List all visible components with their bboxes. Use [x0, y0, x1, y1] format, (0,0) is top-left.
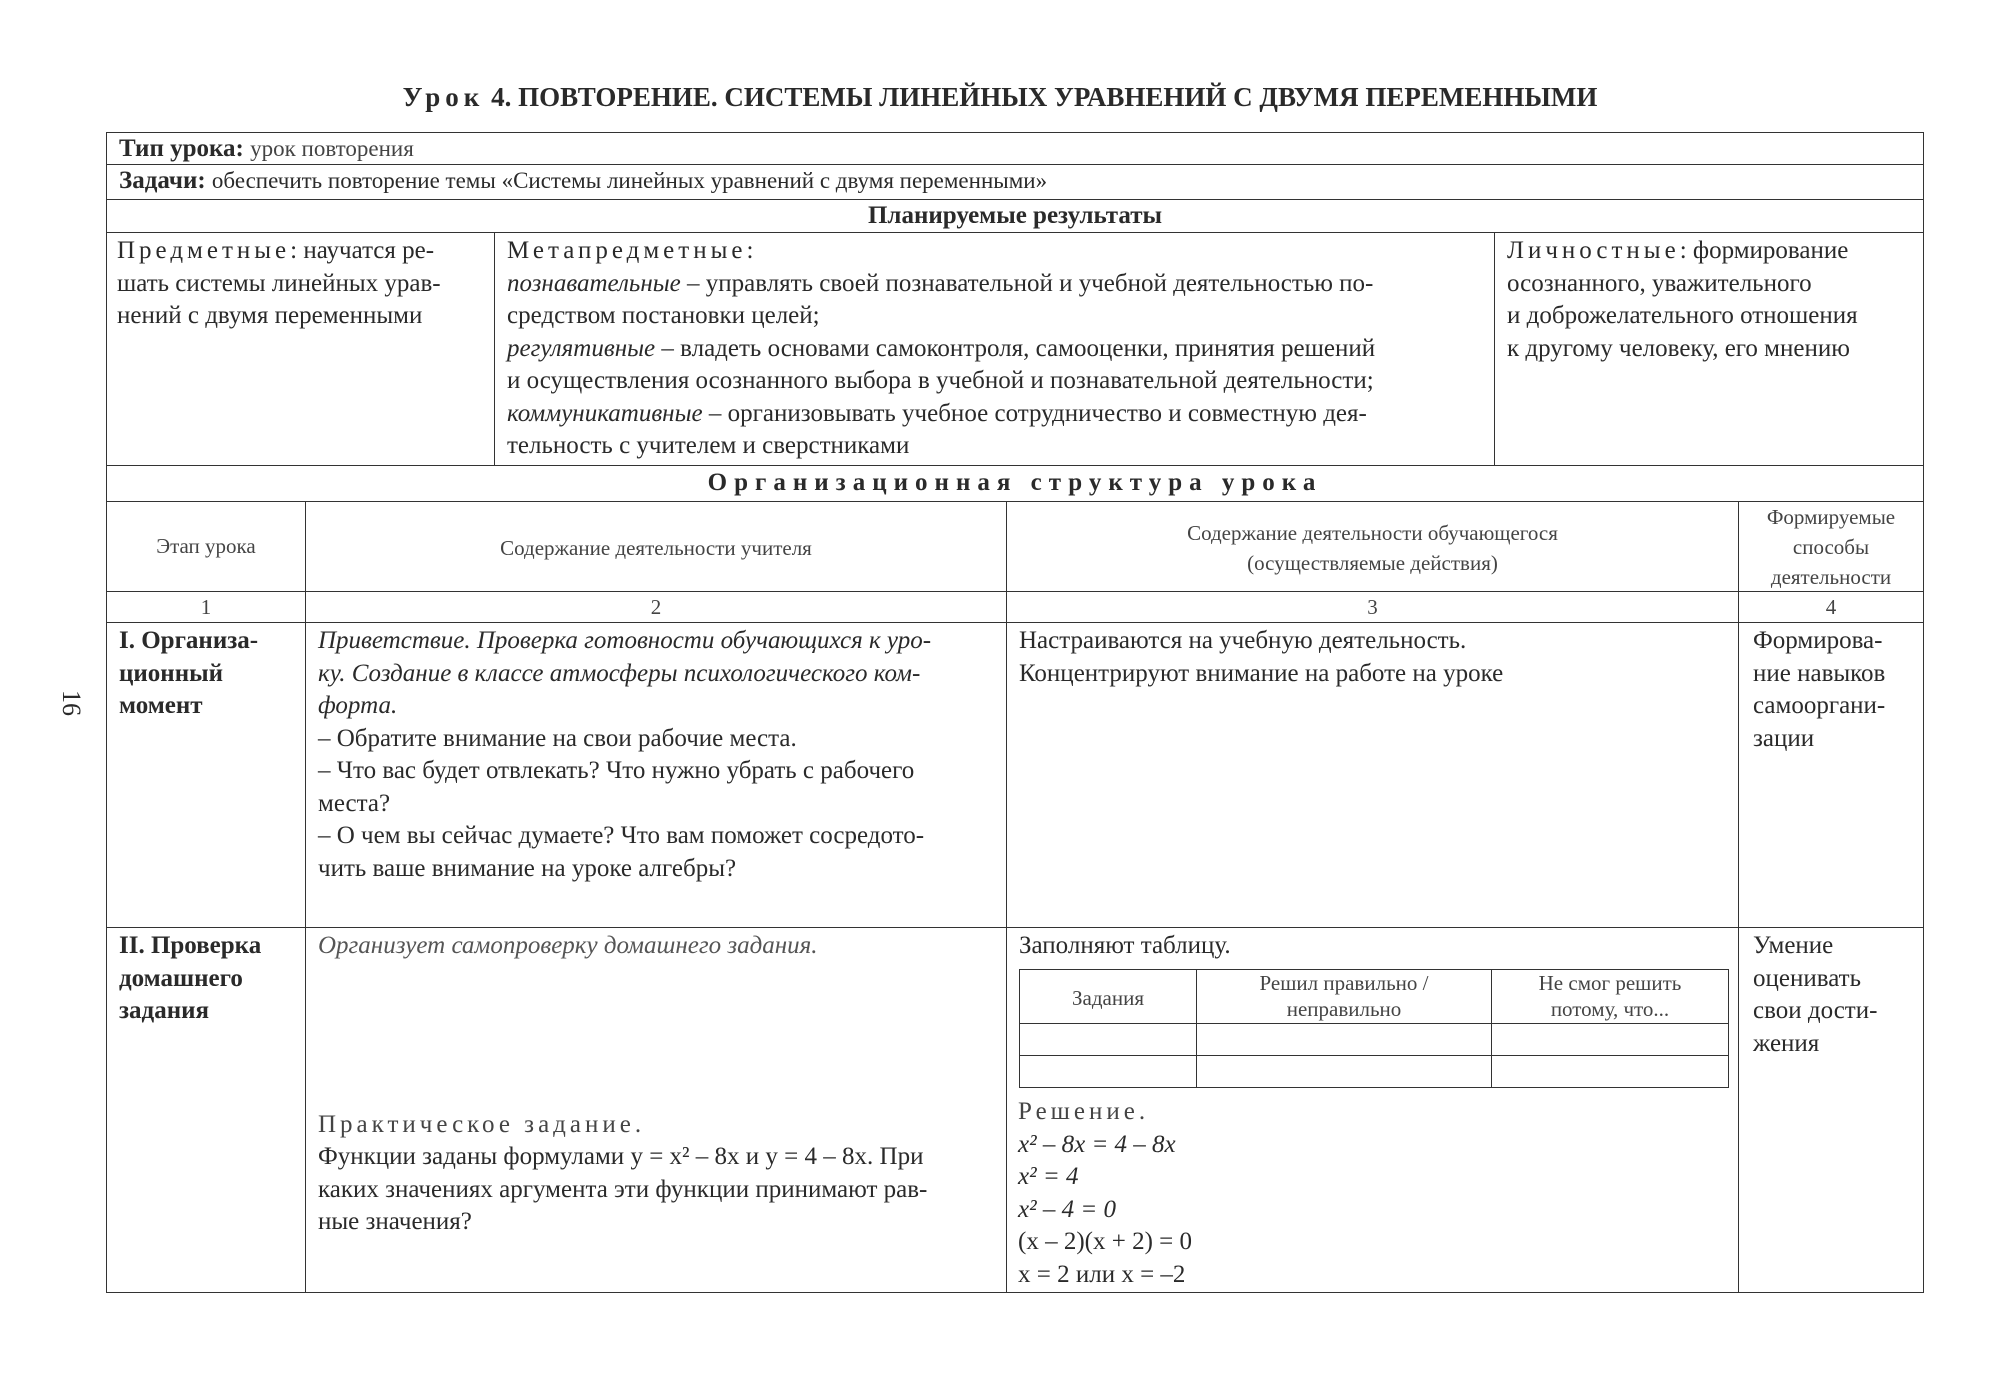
practice-label: Практическое задание.: [318, 1110, 646, 1138]
structure-heading: [106, 465, 1924, 502]
text-line: Организует самопроверку домашнего задания.: [318, 932, 818, 959]
text-line: жения: [1753, 1029, 1820, 1057]
text-line: – владеть основами самоконтроля, самооценки, принятия решений: [655, 334, 1376, 362]
text-line: Концентрируют внимание на работе на уроке: [1019, 659, 1504, 687]
subject-label: Предметные: [117, 237, 291, 264]
tasks-value: обеспечить повторение темы «Системы линейных уравнений с двумя переменными»: [211, 168, 1048, 193]
text-line: задания: [119, 997, 210, 1024]
inner-table-header: [1491, 969, 1729, 1024]
text-line: каких значениях аргумента эти функции принимают рав-: [318, 1175, 928, 1203]
text-line: места?: [318, 789, 391, 817]
header-text: неправильно: [1286, 997, 1402, 1021]
column-header-stage: [106, 501, 306, 592]
meta-label: Метапредметные:: [507, 237, 758, 264]
column-header-skills: [1738, 501, 1924, 592]
text-line: момент: [119, 692, 203, 719]
text-line: ционный: [119, 659, 224, 687]
text-line: самооргани-: [1753, 692, 1886, 719]
text-line: чить ваше внимание на уроке алгебры?: [318, 854, 737, 882]
personal-results: [1494, 232, 1924, 466]
text-line: – О чем вы сейчас думаете? Что вам поможет сосредото-: [318, 822, 925, 849]
stage-1-student: [1006, 622, 1739, 928]
text-line: осознанного, уважительного: [1507, 269, 1812, 297]
tasks-label: Задачи:: [119, 167, 206, 194]
title-prefix: Урок: [402, 82, 485, 112]
text-line: форта.: [318, 692, 398, 719]
text-line: : формирование: [1679, 237, 1849, 264]
solution: [1018, 1096, 1192, 1291]
stage-2-name: [106, 927, 306, 1293]
stage-2-teacher: [305, 927, 1007, 1293]
page-number: 16: [57, 690, 86, 716]
text-line: Приветствие. Проверка готовности обучающихся к уро-: [318, 627, 932, 654]
solution-line: x² – 4 = 0: [1018, 1195, 1116, 1223]
header-text: Содержание деятельности учителя: [500, 536, 812, 560]
lesson-type-row: [106, 132, 1924, 165]
lesson-type-label: Тип урока:: [119, 135, 244, 162]
column-header-student: [1006, 501, 1739, 592]
text-line: ние навыков: [1753, 659, 1886, 687]
header-text: Задания: [1072, 986, 1144, 1010]
header-text: способы: [1792, 535, 1870, 559]
text-line: и доброжелательного отношения: [1507, 302, 1858, 329]
header-text: деятельности: [1770, 565, 1892, 589]
text-line: – организовывать учебное сотрудничество и совместную дея-: [702, 399, 1367, 427]
text-line: Формирова-: [1753, 627, 1883, 654]
title-text: 4. ПОВТОРЕНИЕ. СИСТЕМЫ ЛИНЕЙНЫХ УРАВНЕНИЙ С ДВУМЯ ПЕРЕМЕННЫМИ: [491, 82, 1598, 112]
stage-1-teacher: [305, 622, 1007, 928]
inner-table-cell: [1019, 1055, 1197, 1088]
inner-table-cell: [1491, 1023, 1729, 1056]
text-line: ные значения?: [318, 1208, 472, 1235]
text-line: и осуществления осознанного выбора в учебной и познавательной деятельности;: [507, 367, 1374, 394]
column-number: 3: [1006, 591, 1739, 623]
text-line: ку. Создание в классе атмосферы психологического ком-: [318, 659, 921, 687]
lesson-type-value: урок повторения: [250, 136, 414, 161]
structure-heading-text: Организационная структура урока: [707, 469, 1323, 496]
text-line: – управлять своей познавательной и учебной деятельностью по-: [680, 269, 1374, 297]
tasks-row: [106, 164, 1924, 200]
solution-line: x² – 8x = 4 – 8x: [1018, 1130, 1176, 1158]
subject-results: [106, 232, 495, 466]
column-number: 4: [1738, 591, 1924, 623]
text-line: свои дости-: [1753, 997, 1878, 1024]
text-line: нений с двумя переменными: [117, 302, 423, 329]
header-text: Не смог решить: [1538, 971, 1682, 995]
text-line: Умение: [1753, 932, 1834, 959]
text-line: зации: [1753, 724, 1815, 752]
text-line: I. Организа-: [119, 627, 259, 654]
text-line: Функции заданы формулами y = x² – 8x и y = 4 – 8x. При: [318, 1143, 924, 1170]
planned-results-heading-text: Планируемые результаты: [867, 202, 1162, 229]
header-text: потому, что...: [1550, 997, 1670, 1021]
text-line: : научатся ре-: [290, 237, 435, 264]
text-line: Настраиваются на учебную деятельность.: [1019, 627, 1467, 654]
meta-results: [494, 232, 1495, 466]
header-text: Этап урока: [156, 534, 256, 558]
column-number: 1: [106, 591, 306, 623]
text-line: оценивать: [1753, 964, 1861, 992]
stage-1-skills: [1738, 622, 1924, 928]
text-line: домашнего: [119, 964, 243, 992]
inner-table-cell: [1196, 1023, 1492, 1056]
column-number: 2: [305, 591, 1007, 623]
header-text: (осуществляемые действия): [1247, 551, 1498, 575]
inner-table-cell: [1019, 1023, 1197, 1056]
inner-table-cell: [1196, 1055, 1492, 1088]
page-title: [0, 82, 2000, 113]
inner-table-cell: [1491, 1055, 1729, 1088]
text-line: к другому человеку, его мнению: [1507, 334, 1850, 362]
meta-category: коммуникативные: [507, 399, 703, 427]
text-line: Заполняют таблицу.: [1019, 932, 1231, 959]
stage-1-name: [106, 622, 306, 928]
personal-label: Личностные: [1507, 237, 1680, 264]
inner-table-header: [1196, 969, 1492, 1024]
header-text: Решил правильно /: [1259, 971, 1429, 995]
text-line: тельность с учителем и сверстниками: [507, 432, 910, 459]
inner-table-header: [1019, 969, 1197, 1024]
text-line: шать системы линейных урав-: [117, 269, 441, 297]
text-line: средством постановки целей;: [507, 302, 820, 329]
solution-line: (x – 2)(x + 2) = 0: [1018, 1228, 1192, 1255]
solution-label: Решение.: [1018, 1098, 1150, 1125]
column-header-teacher: [305, 501, 1007, 592]
solution-line: x² = 4: [1018, 1163, 1079, 1190]
text-line: II. Проверка: [119, 932, 262, 959]
meta-category: познавательные: [507, 269, 681, 297]
planned-results-heading: [106, 199, 1924, 233]
stage-2-skills: [1738, 927, 1924, 1293]
text-line: – Обратите внимание на свои рабочие места.: [318, 724, 797, 752]
meta-category: регулятивные: [507, 334, 656, 362]
text-line: – Что вас будет отвлекать? Что нужно убрать с рабочего: [318, 757, 915, 784]
solution-line: x = 2 или x = –2: [1018, 1260, 1186, 1288]
header-text: Формируемые: [1766, 505, 1896, 529]
header-text: Содержание деятельности обучающегося: [1187, 521, 1558, 545]
